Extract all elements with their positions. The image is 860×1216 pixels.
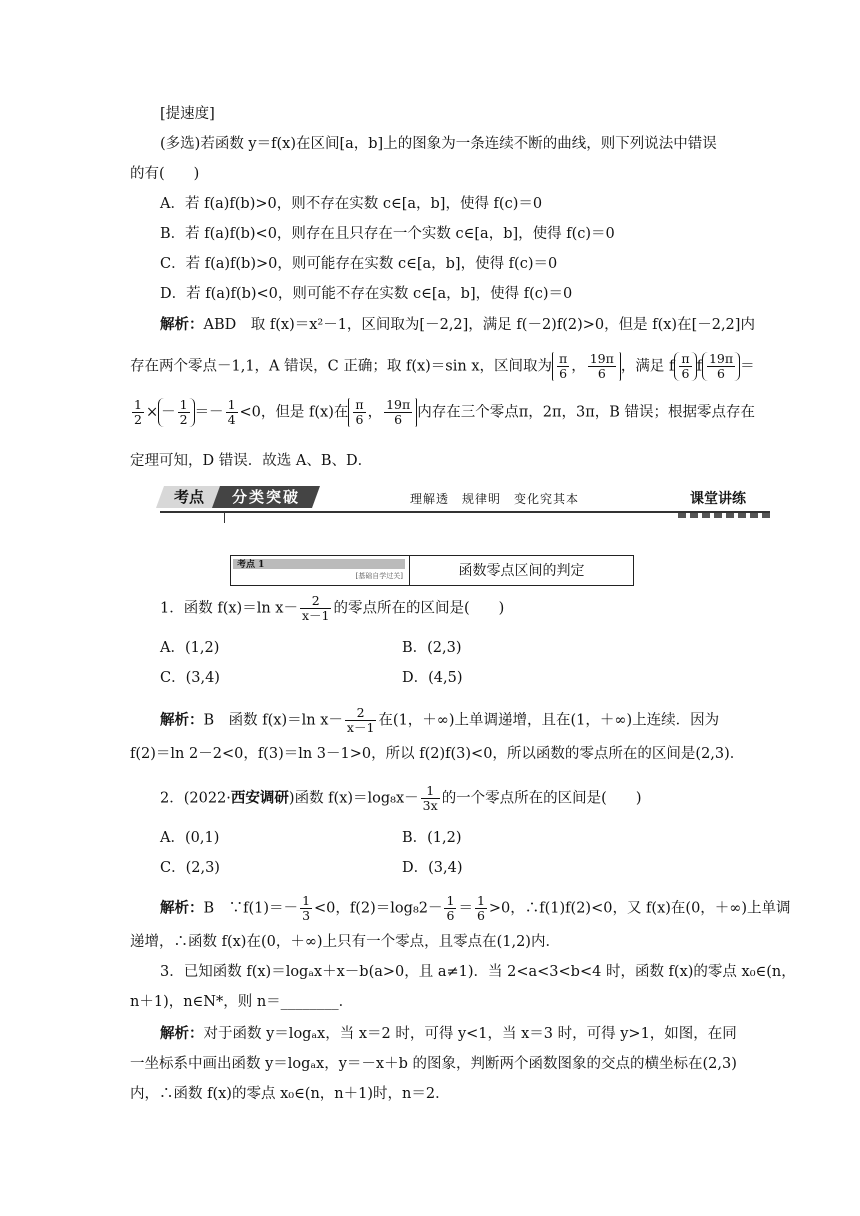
q3-solution-line1: 解析：对于函数 y＝logₐx，当 x＝2 时，可得 y<1，当 x＝3 时，可得 y>1，如图，在同 bbox=[160, 1025, 737, 1042]
q3-stem-line1: 3．已知函数 f(x)＝logₐx＋x－b(a>0，且 a≠1)．当 2<a<3<b<4 时，函数 f(x)的零点 x₀∈(n， bbox=[160, 964, 796, 980]
section-banner bbox=[160, 480, 770, 520]
q2-option-a: A．(0,1) bbox=[160, 830, 220, 846]
paren-pi6: $\frac{\pi}{6}$ bbox=[674, 352, 696, 381]
q0-option-a: A．若 f(a)f(b)>0，则不存在实数 c∈[a，b]，使得 f(c)＝0 bbox=[160, 196, 543, 212]
topic-title: 函数零点区间的判定 bbox=[458, 563, 585, 579]
q0-stem-line1: (多选)若函数 y＝f(x)在区间[a，b]上的图象为一条连续不断的曲线，则下列说法中错误 bbox=[160, 136, 717, 152]
q0-option-b: B．若 f(a)f(b)<0，则存在且只存在一个实数 c∈[a，b]，使得 f(c)＝0 bbox=[160, 226, 615, 242]
q1-option-d: D．(4,5) bbox=[402, 670, 463, 686]
banner-subtitle: 理解透 规律明 变化究其本 bbox=[410, 492, 580, 506]
banner-stripes bbox=[678, 513, 770, 518]
q1-solution-line2: f(2)＝ln 2－2<0，f(3)＝ln 3－1>0，所以 f(2)f(3)<0，所以函数的零点所在的区间是(2,3)． bbox=[130, 746, 745, 762]
q0-option-c: C．若 f(a)f(b)>0，则可能存在实数 c∈[a，b]，使得 f(c)＝0 bbox=[160, 256, 558, 272]
interval-bracket-2: $\frac{\pi}{6}$ ， $\frac{19\pi}{6}$ bbox=[348, 398, 417, 427]
q3-stem-line2: n＋1)，n∈N*，则 n＝________． bbox=[130, 994, 354, 1010]
q2-option-b: B．(1,2) bbox=[402, 830, 462, 846]
interval-bracket: $\frac{\pi}{6}$ ， $\frac{19\pi}{6}$ bbox=[552, 352, 621, 381]
topic-sublabel: [基础自学过关] bbox=[355, 572, 403, 580]
q0-solution-line3: $\frac{1}{2}$ × － $\frac{1}{2}$ ＝－ $\frac{1}{4}$ <0，但是 f(x)在 $\frac{\pi}{6}$ ， $\frac{19\pi}{6}$ 内存在三个零点π，2π，3π，B 错误；根据零点存在 bbox=[134, 397, 756, 427]
section-header: [提速度] bbox=[160, 106, 215, 122]
topic-box bbox=[230, 555, 634, 586]
q2-solution-line2: 递增，∴函数 f(x)在(0，＋∞)上只有一个零点，且零点在(1,2)内． bbox=[130, 934, 560, 950]
paren-19pi6: $\frac{19\pi}{6}$ bbox=[702, 352, 740, 381]
q3-solution-line2: 一坐标系中画出函数 y＝logₐx，y＝－x＋b 的图象，判断两个函数图象的交点的横坐标在(2,3) bbox=[130, 1056, 737, 1072]
q3-solution-line3: 内，∴函数 f(x)的零点 x₀∈(n，n＋1)时，n＝2． bbox=[130, 1086, 450, 1102]
q1-solution-line1: 解析：B 函数 f(x)＝ln x－ $\frac{2}{x-1}$ 在(1，＋∞)上单调递增，且在(1，＋∞)上连续．因为 bbox=[160, 705, 720, 735]
q0-stem-line2: 的有( ) bbox=[130, 166, 200, 182]
q2-option-d: D．(3,4) bbox=[402, 860, 463, 876]
q1-stem: 1．函数 f(x)＝ln x－ $\frac{2}{x-1}$ 的零点所在的区间是( ) bbox=[160, 593, 505, 623]
topic-label-cell bbox=[231, 556, 410, 585]
q1-option-c: C．(3,4) bbox=[160, 670, 220, 686]
q2-source: 西安调研 bbox=[230, 789, 289, 807]
q2-stem: 2．(2022·西安调研)函数 f(x)＝log₈x－ $\frac{1}{3x}$ 的一个零点所在的区间是( ) bbox=[160, 783, 642, 813]
q2-solution-line1: 解析：B ∵f(1)＝－ $\frac{1}{3}$ <0，f(2)＝log₈2－ $\frac{1}{6}$ ＝ $\frac{1}{6}$ >0，∴f(1)f(2)<0，又 f(x)在(0，＋∞)上单调 bbox=[160, 893, 791, 923]
banner-tick bbox=[224, 513, 225, 523]
q0-solution-line4: 定理可知，D 错误．故选 A、B、D． bbox=[130, 453, 373, 469]
banner-right-title: 课堂讲练 bbox=[690, 491, 746, 507]
q0-option-d: D．若 f(a)f(b)<0，则可能不存在实数 c∈[a，b]，使得 f(c)＝0 bbox=[160, 286, 573, 302]
q0-solution-line1: 解析：ABD 取 f(x)＝x²－1，区间取为[－2,2]，满足 f(－2)f(2)>0，但是 f(x)在[－2,2]内 bbox=[160, 316, 755, 333]
banner-tag-fenlei: 分类突破 bbox=[212, 486, 320, 508]
q2-option-c: C．(2,3) bbox=[160, 860, 220, 876]
q0-solution-line2: 存在两个零点－1,1，A 错误，C 正确；取 f(x)＝sin x，区间取为 $\frac{\pi}{6}$ ， $\frac{19\pi}{6}$ ，满足 f $\frac{\pi}{6}$ f $\frac{19\pi}{6}$ ＝ bbox=[130, 351, 755, 381]
paren-neg-half: － $\frac{1}{2}$ bbox=[158, 398, 194, 427]
q1-option-b: B．(2,3) bbox=[402, 640, 462, 656]
solution-label: 解析： bbox=[160, 316, 204, 333]
topic-label: 考点 1 bbox=[237, 560, 265, 570]
banner-tag-kaodian: 考点 bbox=[156, 486, 222, 508]
q1-option-a: A．(1,2) bbox=[160, 640, 220, 656]
